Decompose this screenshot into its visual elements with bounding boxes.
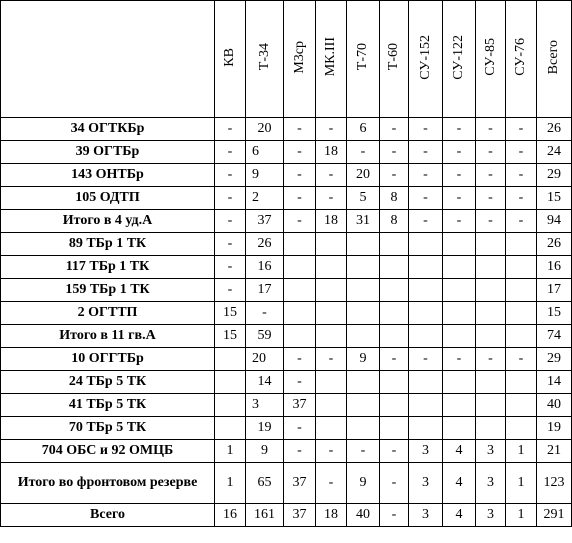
table-cell: - xyxy=(347,141,380,164)
table-cell: 37 xyxy=(284,504,316,527)
row-label: 117 ТБр 1 ТК xyxy=(1,256,215,279)
table-cell: - xyxy=(380,504,409,527)
col-header-label: СУ-122 xyxy=(451,34,466,80)
table-cell: - xyxy=(316,463,347,504)
row-label: Итого во фронтовом резерве xyxy=(1,463,215,504)
table-cell: - xyxy=(380,164,409,187)
table-cell: - xyxy=(380,440,409,463)
table-cell xyxy=(215,348,246,371)
table-cell xyxy=(443,325,476,348)
table-cell: 1 xyxy=(506,504,537,527)
table-row xyxy=(1,440,572,463)
row-label: 24 ТБр 5 ТК xyxy=(1,371,215,394)
table-cell: - xyxy=(284,371,316,394)
header-row xyxy=(1,1,572,118)
table-cell: - xyxy=(409,187,443,210)
col-header-label: СУ-152 xyxy=(417,34,433,80)
table-cell xyxy=(476,371,506,394)
table-cell xyxy=(443,394,476,417)
table-cell: - xyxy=(380,141,409,164)
table-cell: - xyxy=(443,164,476,187)
table-cell xyxy=(380,417,409,440)
table-cell: 3 xyxy=(476,504,506,527)
table-cell: - xyxy=(316,440,347,463)
table-cell xyxy=(284,233,316,256)
table-cell: 15 xyxy=(537,302,572,325)
table-cell xyxy=(409,394,443,417)
col-header xyxy=(215,1,246,118)
table-cell: - xyxy=(506,210,537,233)
table-cell: 291 xyxy=(537,504,572,527)
table-cell xyxy=(347,371,380,394)
table-cell xyxy=(506,417,537,440)
table-row xyxy=(1,141,572,164)
table-cell: 29 xyxy=(537,164,572,187)
table-cell: - xyxy=(476,118,506,141)
table-cell: 15 xyxy=(215,302,246,325)
table-cell: 37 xyxy=(246,210,284,233)
table-cell xyxy=(380,302,409,325)
table-cell xyxy=(215,394,246,417)
table-cell: 3 xyxy=(476,440,506,463)
table-cell xyxy=(476,256,506,279)
table-cell xyxy=(476,417,506,440)
table-cell xyxy=(506,394,537,417)
table-cell: 15 xyxy=(537,187,572,210)
table-cell: 17 xyxy=(246,279,284,302)
table-cell: 94 xyxy=(537,210,572,233)
table-row xyxy=(1,394,572,417)
table-cell xyxy=(284,302,316,325)
table-cell xyxy=(380,233,409,256)
table-cell: 74 xyxy=(537,325,572,348)
table-cell: 9 xyxy=(347,463,380,504)
table-cell: - xyxy=(476,348,506,371)
table-cell: - xyxy=(409,210,443,233)
table-cell: - xyxy=(284,440,316,463)
row-label: 704 ОБС и 92 ОМЦБ xyxy=(1,440,215,463)
table-cell: - xyxy=(246,302,284,325)
table-cell: - xyxy=(476,210,506,233)
col-header-label: КВ xyxy=(222,47,237,67)
table-cell xyxy=(347,233,380,256)
table-cell: 26 xyxy=(246,233,284,256)
table-cell xyxy=(380,256,409,279)
table-cell: 37 xyxy=(284,394,316,417)
row-label: 105 ОДТП xyxy=(1,187,215,210)
table-row xyxy=(1,463,572,504)
table-cell: - xyxy=(409,348,443,371)
table-cell: - xyxy=(476,187,506,210)
table-cell: - xyxy=(380,118,409,141)
col-header xyxy=(537,1,572,118)
table-cell: - xyxy=(476,164,506,187)
table-cell: 14 xyxy=(537,371,572,394)
table-cell: 2 xyxy=(246,187,284,210)
col-header-label: МК.III xyxy=(323,37,338,77)
row-label: 159 ТБр 1 ТК xyxy=(1,279,215,302)
table-cell xyxy=(506,256,537,279)
row-label: 39 ОГТБр xyxy=(1,141,215,164)
table-cell: - xyxy=(215,233,246,256)
table-cell: 15 xyxy=(215,325,246,348)
row-label: 70 ТБр 5 ТК xyxy=(1,417,215,440)
table-cell: 4 xyxy=(443,463,476,504)
table-row xyxy=(1,325,572,348)
table-cell: 65 xyxy=(246,463,284,504)
table-cell xyxy=(347,302,380,325)
table-cell: 3 xyxy=(476,463,506,504)
table-cell: 59 xyxy=(246,325,284,348)
table-cell: - xyxy=(380,348,409,371)
table-cell: - xyxy=(443,141,476,164)
table-cell: - xyxy=(443,348,476,371)
table-cell xyxy=(476,325,506,348)
col-header xyxy=(443,1,476,118)
table-cell xyxy=(409,325,443,348)
table-cell: 9 xyxy=(246,164,284,187)
corner-cell xyxy=(1,1,215,118)
table-cell xyxy=(506,371,537,394)
table-cell xyxy=(443,371,476,394)
table-row xyxy=(1,164,572,187)
table-cell: 26 xyxy=(537,233,572,256)
table-cell xyxy=(316,233,347,256)
table-row xyxy=(1,210,572,233)
row-label: Итого в 11 гв.А xyxy=(1,325,215,348)
table-cell xyxy=(380,394,409,417)
table-cell xyxy=(443,256,476,279)
table-cell: - xyxy=(284,118,316,141)
table-cell xyxy=(409,256,443,279)
table-cell: - xyxy=(409,141,443,164)
table-cell xyxy=(409,371,443,394)
table-cell xyxy=(316,417,347,440)
col-header-label: СУ-85 xyxy=(482,38,498,76)
table-cell xyxy=(443,233,476,256)
table-cell: 20 xyxy=(347,164,380,187)
table-row xyxy=(1,187,572,210)
row-label: 34 ОГТКБр xyxy=(1,118,215,141)
table-cell xyxy=(316,371,347,394)
table-row xyxy=(1,348,572,371)
col-header xyxy=(476,1,506,118)
table-cell: - xyxy=(506,118,537,141)
table-row xyxy=(1,371,572,394)
table-cell: - xyxy=(380,463,409,504)
table-cell: - xyxy=(215,118,246,141)
col-header xyxy=(380,1,409,118)
table-cell xyxy=(284,256,316,279)
table-row xyxy=(1,417,572,440)
table-cell xyxy=(347,325,380,348)
table-cell: - xyxy=(476,141,506,164)
table-cell: - xyxy=(215,141,246,164)
table-cell: 18 xyxy=(316,141,347,164)
table-cell: - xyxy=(443,210,476,233)
table-cell: - xyxy=(316,187,347,210)
table-cell: 4 xyxy=(443,504,476,527)
table-cell: - xyxy=(506,187,537,210)
row-label: 89 ТБр 1 ТК xyxy=(1,233,215,256)
table-cell xyxy=(476,279,506,302)
col-header-label: Т-70 xyxy=(355,43,370,71)
table-cell xyxy=(316,256,347,279)
table-row xyxy=(1,279,572,302)
table-cell xyxy=(476,233,506,256)
table-cell xyxy=(380,371,409,394)
table-cell: 4 xyxy=(443,440,476,463)
table-cell xyxy=(284,325,316,348)
table-cell xyxy=(380,325,409,348)
table-cell: 6 xyxy=(246,141,284,164)
col-header xyxy=(284,1,316,118)
table-cell: - xyxy=(316,348,347,371)
table-cell: 16 xyxy=(537,256,572,279)
table-row xyxy=(1,233,572,256)
table-cell xyxy=(409,302,443,325)
row-label: Всего xyxy=(1,504,215,527)
table-cell: 18 xyxy=(316,210,347,233)
table-cell: - xyxy=(284,141,316,164)
table-row xyxy=(1,256,572,279)
table-row xyxy=(1,302,572,325)
table-cell xyxy=(347,417,380,440)
table-cell xyxy=(409,279,443,302)
table-cell: 3 xyxy=(409,463,443,504)
table-cell: - xyxy=(215,210,246,233)
table-cell: - xyxy=(215,187,246,210)
col-header-label: Т-34 xyxy=(256,43,272,71)
table-cell: - xyxy=(284,210,316,233)
table-cell: 1 xyxy=(506,440,537,463)
table-cell xyxy=(476,394,506,417)
table-cell: 1 xyxy=(215,463,246,504)
table-cell: 37 xyxy=(284,463,316,504)
table-body xyxy=(1,118,572,527)
table-cell: 16 xyxy=(215,504,246,527)
col-header xyxy=(409,1,443,118)
table-cell: 3 xyxy=(409,504,443,527)
table-cell xyxy=(284,279,316,302)
table-cell xyxy=(316,279,347,302)
row-label: 41 ТБр 5 ТК xyxy=(1,394,215,417)
table-cell xyxy=(506,302,537,325)
table-cell xyxy=(443,417,476,440)
table-cell xyxy=(506,279,537,302)
table-cell: 31 xyxy=(347,210,380,233)
table-cell: 1 xyxy=(506,463,537,504)
table-cell: - xyxy=(284,187,316,210)
table-row xyxy=(1,504,572,527)
table-cell: - xyxy=(215,164,246,187)
table-cell: 19 xyxy=(246,417,284,440)
table-cell: 9 xyxy=(347,348,380,371)
row-label: 2 ОГТТП xyxy=(1,302,215,325)
table-cell: 20 xyxy=(246,348,284,371)
table-cell: 16 xyxy=(246,256,284,279)
table-cell: - xyxy=(409,118,443,141)
table-cell xyxy=(443,302,476,325)
row-label: Итого в 4 уд.А xyxy=(1,210,215,233)
table-cell: 3 xyxy=(409,440,443,463)
col-header-label: СУ-76 xyxy=(513,38,528,76)
table-cell: 26 xyxy=(537,118,572,141)
table-cell: - xyxy=(347,440,380,463)
table-cell: - xyxy=(506,164,537,187)
table-cell xyxy=(506,233,537,256)
table-cell xyxy=(347,256,380,279)
table-cell xyxy=(316,325,347,348)
table-cell: 5 xyxy=(347,187,380,210)
table-cell: 8 xyxy=(380,187,409,210)
table-cell xyxy=(316,394,347,417)
table-cell: - xyxy=(215,279,246,302)
col-header-label: Т-60 xyxy=(386,43,401,71)
col-header xyxy=(246,1,284,118)
col-header-label: М3ср xyxy=(291,40,307,74)
table-cell: - xyxy=(443,118,476,141)
table-cell: 6 xyxy=(347,118,380,141)
table-cell: 18 xyxy=(316,504,347,527)
table-cell: - xyxy=(443,187,476,210)
table-cell: 24 xyxy=(537,141,572,164)
table-cell xyxy=(215,371,246,394)
table-cell: 9 xyxy=(246,440,284,463)
table-cell: 8 xyxy=(380,210,409,233)
table-cell: 40 xyxy=(347,504,380,527)
table-cell xyxy=(316,302,347,325)
col-header xyxy=(506,1,537,118)
col-header xyxy=(316,1,347,118)
row-label: 143 ОНТБр xyxy=(1,164,215,187)
table-cell xyxy=(409,417,443,440)
table-cell: - xyxy=(284,348,316,371)
table-cell: - xyxy=(506,348,537,371)
table-cell xyxy=(347,394,380,417)
table-row xyxy=(1,118,572,141)
table-cell: 40 xyxy=(537,394,572,417)
row-label: 10 ОГГТБр xyxy=(1,348,215,371)
table-cell: - xyxy=(316,118,347,141)
table-cell: - xyxy=(215,256,246,279)
table-cell xyxy=(380,279,409,302)
table-cell: 14 xyxy=(246,371,284,394)
table-cell: 21 xyxy=(537,440,572,463)
table-cell: 123 xyxy=(537,463,572,504)
table-cell: 20 xyxy=(246,118,284,141)
table-cell xyxy=(409,233,443,256)
table-cell: - xyxy=(284,164,316,187)
table-cell xyxy=(215,417,246,440)
table-cell: 19 xyxy=(537,417,572,440)
table-cell: 161 xyxy=(246,504,284,527)
table-cell: 3 xyxy=(246,394,284,417)
table-cell xyxy=(443,279,476,302)
col-header-label: Всего xyxy=(546,39,561,75)
table-cell: - xyxy=(284,417,316,440)
table-cell xyxy=(347,279,380,302)
table-cell: - xyxy=(409,164,443,187)
col-header xyxy=(347,1,380,118)
table-cell: - xyxy=(316,164,347,187)
table-cell: 17 xyxy=(537,279,572,302)
table-cell xyxy=(506,325,537,348)
table-cell xyxy=(476,302,506,325)
table-cell: 29 xyxy=(537,348,572,371)
table-cell: - xyxy=(506,141,537,164)
table-cell: 1 xyxy=(215,440,246,463)
